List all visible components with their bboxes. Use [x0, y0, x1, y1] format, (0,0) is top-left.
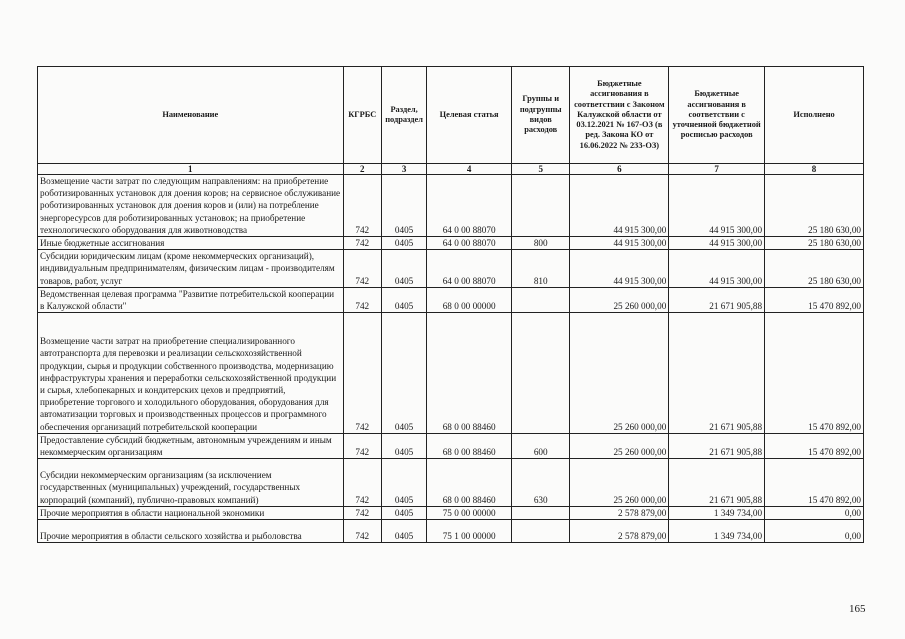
row-done: 15 470 892,00 [765, 313, 864, 434]
row-name: Прочие мероприятия в области национальной экономики [38, 506, 344, 519]
row-done: 25 180 630,00 [765, 250, 864, 288]
row-target: 68 0 00 00000 [427, 287, 512, 312]
column-number: 8 [765, 164, 864, 175]
row-group: 630 [511, 459, 569, 507]
header-updated-allocations: Бюджетные ассигнования в соответствии с уточненной бюджетной росписью расходов [669, 67, 765, 164]
row-name: Субсидии юридическим лицам (кроме некоммерческих организаций), индивидуальным предпринимателям, физическим лицам - производителям товаров, работ, услуг [38, 250, 344, 288]
row-done: 15 470 892,00 [765, 459, 864, 507]
row-kgrbs: 742 [343, 287, 381, 312]
row-kgrbs: 742 [343, 433, 381, 458]
row-target: 68 0 00 88460 [427, 433, 512, 458]
row-section: 0405 [381, 520, 426, 543]
column-number: 6 [570, 164, 669, 175]
row-group [511, 175, 569, 237]
row-done: 0,00 [765, 506, 864, 519]
row-name: Ведомственная целевая программа "Развитие потребительской кооперации в Калужской области" [38, 287, 344, 312]
row-group: 800 [511, 237, 569, 250]
row-section: 0405 [381, 237, 426, 250]
row-target: 64 0 00 88070 [427, 237, 512, 250]
row-law: 44 915 300,00 [570, 237, 669, 250]
column-number: 3 [381, 164, 426, 175]
row-name: Субсидии некоммерческим организациям (за исключением государственных (муниципальных) учреждений, государственных корпораций (компаний), публично-правовых компаний) [38, 459, 344, 507]
row-updated: 44 915 300,00 [669, 175, 765, 237]
row-group [511, 313, 569, 434]
page-number: 165 [849, 603, 866, 615]
row-kgrbs: 742 [343, 250, 381, 288]
row-updated: 21 671 905,88 [669, 433, 765, 458]
row-law: 25 260 000,00 [570, 287, 669, 312]
header-name: Наименование [38, 67, 344, 164]
row-law: 2 578 879,00 [570, 506, 669, 519]
header-target: Целевая статья [427, 67, 512, 164]
row-done: 15 470 892,00 [765, 433, 864, 458]
table-row [38, 287, 864, 312]
row-section: 0405 [381, 433, 426, 458]
table-row [38, 175, 864, 237]
table-row [38, 520, 864, 543]
row-group: 810 [511, 250, 569, 288]
table-row [38, 433, 864, 458]
row-kgrbs: 742 [343, 313, 381, 434]
header-section: Раздел, подраздел [381, 67, 426, 164]
row-name: Возмещение части затрат по следующим направлениям: на приобретение роботизированных установок для доения коров; на сервисное обслуживание роботизированных установок для доения коров и (или) на потребление энергоресурсов для роботизированных установок; на приобретение технологического оборудования для животноводства [38, 175, 344, 237]
row-group [511, 506, 569, 519]
row-law: 2 578 879,00 [570, 520, 669, 543]
column-number: 7 [669, 164, 765, 175]
row-target: 68 0 00 88460 [427, 313, 512, 434]
row-updated: 21 671 905,88 [669, 313, 765, 434]
row-group: 600 [511, 433, 569, 458]
row-target: 75 1 00 00000 [427, 520, 512, 543]
row-section: 0405 [381, 287, 426, 312]
row-law: 44 915 300,00 [570, 175, 669, 237]
row-name: Прочие мероприятия в области сельского хозяйства и рыболовства [38, 520, 344, 543]
row-section: 0405 [381, 175, 426, 237]
column-number-row [38, 164, 864, 175]
row-section: 0405 [381, 250, 426, 288]
row-target: 75 0 00 00000 [427, 506, 512, 519]
row-done: 0,00 [765, 520, 864, 543]
row-law: 25 260 000,00 [570, 459, 669, 507]
header-row [38, 67, 864, 164]
row-updated: 1 349 734,00 [669, 520, 765, 543]
row-updated: 21 671 905,88 [669, 459, 765, 507]
table-row [38, 459, 864, 507]
row-group [511, 520, 569, 543]
row-group [511, 287, 569, 312]
column-number: 2 [343, 164, 381, 175]
row-target: 64 0 00 88070 [427, 250, 512, 288]
table-row [38, 250, 864, 288]
row-target: 68 0 00 88460 [427, 459, 512, 507]
row-law: 44 915 300,00 [570, 250, 669, 288]
row-section: 0405 [381, 459, 426, 507]
row-kgrbs: 742 [343, 520, 381, 543]
table-row [38, 237, 864, 250]
row-kgrbs: 742 [343, 237, 381, 250]
column-number: 1 [38, 164, 344, 175]
header-executed: Исполнено [765, 67, 864, 164]
row-done: 15 470 892,00 [765, 287, 864, 312]
row-updated: 44 915 300,00 [669, 237, 765, 250]
budget-table [37, 66, 864, 543]
row-section: 0405 [381, 313, 426, 434]
header-kgrbs: КГРБС [343, 67, 381, 164]
row-target: 64 0 00 88070 [427, 175, 512, 237]
header-law-allocations: Бюджетные ассигнования в соответствии с Законом Калужской области от 03.12.2021 № 167-ОЗ (в ред. Закона КО от 16.06.2022 № 233-ОЗ) [570, 67, 669, 164]
column-number: 5 [511, 164, 569, 175]
row-name: Предоставление субсидий бюджетным, автономным учреждениям и иным некоммерческим организациям [38, 433, 344, 458]
row-law: 25 260 000,00 [570, 433, 669, 458]
header-groups: Группы и подгруппы видов расходов [511, 67, 569, 164]
row-name: Иные бюджетные ассигнования [38, 237, 344, 250]
row-name: Возмещение части затрат на приобретение специализированного автотранспорта для перевозки и реализации сельскохозяйственной продукции, сырья и продукции собственного производства, модернизацию инфраструктуры хранения и переработки сельскохозяйственной продукции и сырья, хлебопекарных и кондитерских цехов и предприятий, приобретение торгового и холодильного оборудования, оборудования для автоматизации торговых и производственных процессов и программного обеспечения организаций потребительской кооперации [38, 313, 344, 434]
row-section: 0405 [381, 506, 426, 519]
table-row [38, 506, 864, 519]
row-done: 25 180 630,00 [765, 237, 864, 250]
table-row [38, 313, 864, 434]
row-law: 25 260 000,00 [570, 313, 669, 434]
row-done: 25 180 630,00 [765, 175, 864, 237]
row-kgrbs: 742 [343, 459, 381, 507]
row-kgrbs: 742 [343, 506, 381, 519]
row-kgrbs: 742 [343, 175, 381, 237]
column-number: 4 [427, 164, 512, 175]
row-updated: 44 915 300,00 [669, 250, 765, 288]
row-updated: 1 349 734,00 [669, 506, 765, 519]
row-updated: 21 671 905,88 [669, 287, 765, 312]
